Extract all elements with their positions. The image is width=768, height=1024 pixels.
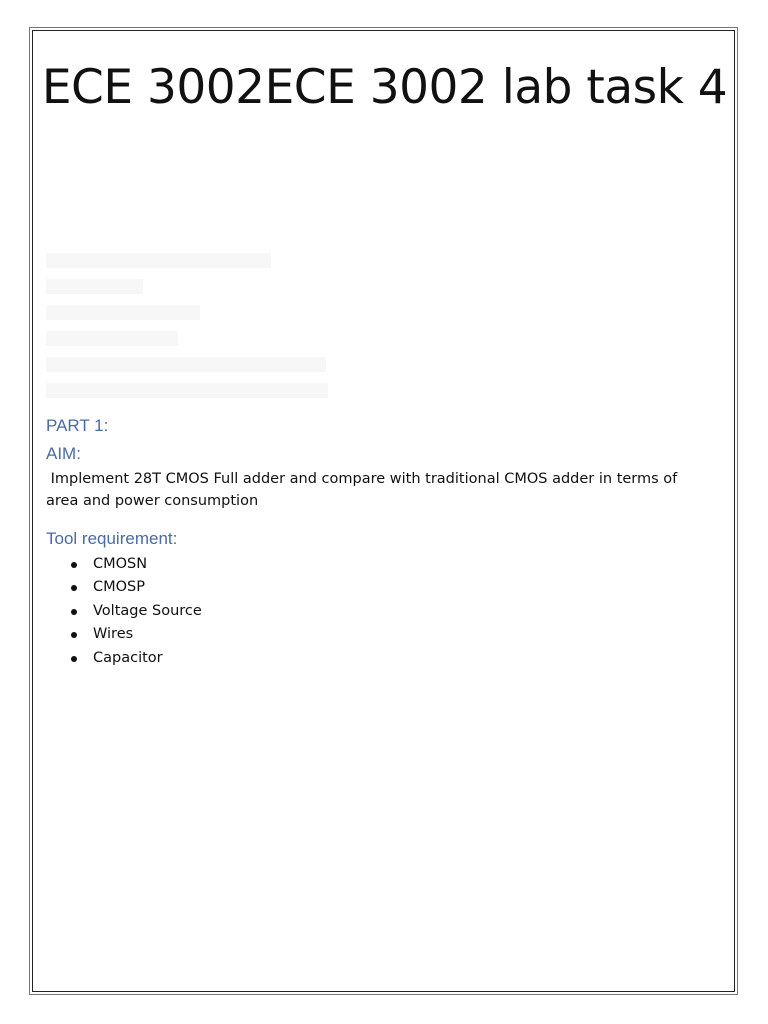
list-item: [46, 600, 202, 623]
bullet-icon: [71, 609, 77, 615]
bullet-icon: [71, 656, 77, 662]
aim-heading: AIM:: [46, 444, 81, 463]
list-item: [46, 553, 202, 576]
list-item-label: Wires: [93, 626, 134, 643]
redacted-line: [46, 253, 271, 268]
list-item: [46, 647, 202, 670]
bullet-icon: [71, 632, 77, 638]
list-item-label: Voltage Source: [93, 602, 202, 619]
redacted-line: [46, 383, 328, 398]
tool-list: [46, 553, 202, 670]
redacted-line: [46, 279, 143, 294]
list-item-label: CMOSN: [93, 556, 148, 572]
list-item: [46, 623, 202, 646]
bullet-icon: [71, 585, 77, 591]
redacted-line: [46, 331, 178, 346]
bullet-icon: [71, 562, 77, 568]
document-title: ECE 3002ECE 3002 lab task 4: [41, 60, 728, 115]
part-heading: PART 1:: [46, 416, 109, 435]
document-page: [32, 30, 735, 992]
redacted-line: [46, 305, 200, 320]
tool-requirement-heading: Tool requirement:: [46, 529, 178, 548]
list-item: [46, 576, 202, 599]
list-item-label: Capacitor: [93, 649, 163, 666]
redacted-line: [46, 357, 326, 372]
aim-text: Implement 28T CMOS Full adder and compare with traditional CMOS adder in terms of area and power consumption: [46, 471, 682, 509]
list-item-label: CMOSP: [93, 579, 145, 596]
